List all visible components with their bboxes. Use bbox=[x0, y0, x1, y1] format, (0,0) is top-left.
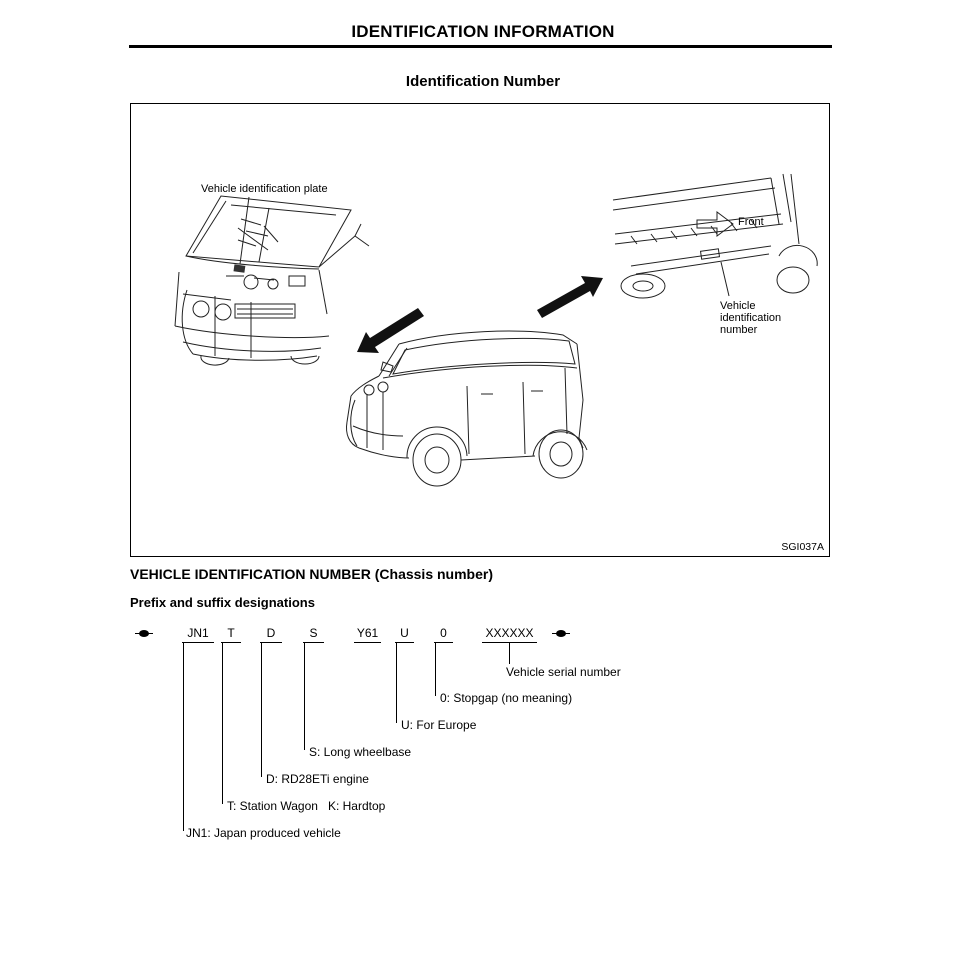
label-engine: D: RD28ETi engine bbox=[266, 772, 369, 786]
vin-segment-0: 0 bbox=[434, 626, 453, 643]
vin-location-label: Vehicle identification number bbox=[720, 300, 782, 336]
label-europe: U: For Europe bbox=[401, 718, 477, 732]
connector-line-jn1 bbox=[183, 643, 184, 831]
connector-line-s bbox=[304, 643, 305, 750]
sill-illustration bbox=[613, 174, 817, 298]
arrow-to-engine-bay-icon bbox=[357, 308, 424, 353]
front-label: Front bbox=[738, 216, 764, 228]
vin-segment-u: U bbox=[395, 626, 414, 643]
vin-segment-serial: XXXXXX bbox=[482, 626, 537, 643]
connector-line-0 bbox=[435, 643, 436, 696]
vin-segment-t: T bbox=[221, 626, 241, 643]
plate-label: Vehicle identification plate bbox=[201, 183, 328, 195]
vin-segment-s: S bbox=[303, 626, 324, 643]
vin-segment-y61: Y61 bbox=[354, 626, 381, 643]
stamp-icon bbox=[135, 628, 153, 639]
label-serial: Vehicle serial number bbox=[506, 665, 621, 679]
section-title: Identification Number bbox=[405, 73, 561, 90]
vin-segment-d: D bbox=[260, 626, 282, 643]
identification-figure bbox=[130, 103, 830, 557]
label-origin: JN1: Japan produced vehicle bbox=[186, 826, 341, 840]
label-stopgap: 0: Stopgap (no meaning) bbox=[440, 691, 573, 705]
connector-line-serial bbox=[509, 643, 510, 664]
vin-section-subheading: Prefix and suffix designations bbox=[130, 595, 315, 610]
label-body: T: Station Wagon K: Hardtop bbox=[227, 799, 386, 813]
pointer-arrows bbox=[357, 276, 603, 353]
figure-code: SGI037A bbox=[781, 541, 824, 553]
vin-segment-jn1: JN1 bbox=[182, 626, 214, 643]
stamp-icon bbox=[552, 628, 570, 639]
arrow-to-sill-icon bbox=[537, 276, 603, 318]
page-title: IDENTIFICATION INFORMATION bbox=[351, 22, 615, 41]
connector-line-d bbox=[261, 643, 262, 777]
vin-section-heading: VEHICLE IDENTIFICATION NUMBER (Chassis number) bbox=[130, 566, 493, 582]
engine-bay-illustration bbox=[175, 196, 369, 365]
label-wheelbase: S: Long wheelbase bbox=[309, 745, 412, 759]
vehicle-illustration bbox=[347, 331, 588, 486]
connector-line-u bbox=[396, 643, 397, 723]
title-divider bbox=[129, 45, 832, 48]
connector-line-t bbox=[222, 643, 223, 804]
